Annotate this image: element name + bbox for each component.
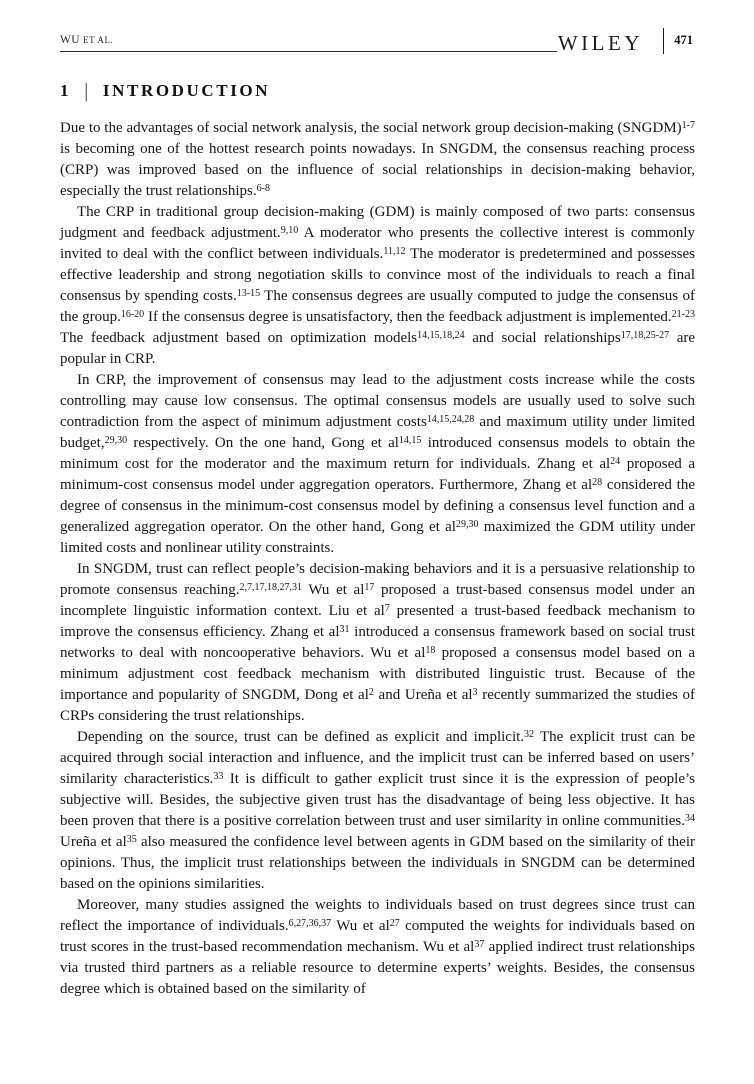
running-head-etal: ET AL. — [82, 35, 114, 45]
citation-ref: 17 — [364, 581, 375, 593]
citation-ref: 17,18,25-27 — [620, 329, 670, 341]
section-title: INTRODUCTION — [102, 81, 271, 100]
section-number: 1 — [60, 81, 70, 100]
section-heading-divider: | — [84, 79, 88, 102]
citation-ref: 35 — [126, 833, 137, 845]
citation-ref: 33 — [213, 770, 224, 782]
paragraph-6: Moreover, many studies assigned the weights to individuals based on trust degrees since trust can reflect the importance of individuals.$^{6,27,36,37}$ Wu et $al^{27}$ computed the weights for individuals based on trust scores in the trust-based recommendation mechanism. Wu et $al^{37}$ applied indirect trust relationships via trusted third partners as a reliable resource to determine experts’ weights. Besides, the consensus degree which is obtained based on the similarity of — [60, 897, 695, 997]
citation-ref: 37 — [474, 938, 485, 950]
citation-ref: 1-7 — [681, 119, 695, 131]
citation-ref: 3 — [472, 686, 478, 698]
citation-ref: 18 — [425, 644, 436, 656]
citation-ref: 7 — [384, 602, 390, 614]
section-heading — [60, 80, 695, 102]
citation-ref: 24 — [610, 455, 621, 467]
citation-ref: 14,15 — [398, 434, 422, 446]
citation-ref: 34 — [685, 812, 695, 824]
citation-ref: 2,7,17,18,27,31 — [239, 581, 302, 593]
citation-ref: 11,12 — [383, 245, 406, 257]
header-rule — [60, 51, 557, 52]
citation-ref: 32 — [524, 728, 535, 740]
citation-ref: 14,15,18,24 — [417, 329, 465, 341]
paragraph-3: In CRP, the improvement of consensus may lead to the adjustment costs increase while the costs controlling may cause low consensus. The optimal consensus models are usually used to solve such contradiction from the aspect of minimum adjustment costs$^{14,15,24,28}$ and maximum utility under limited budget,$^{29,30}$ respectively. On the one hand, Gong et al$^{14,15}$ introduced consensus models to obtain the minimum cost for the moderator and the maximum return for individuals. Zhang et $al^{24}$ proposed a minimum-cost consensus model under aggregation operators. Furthermore, Zhang et $al^{28}$ considered the degree of consensus in the minimum-cost consensus model by defining a consensus level function and a generalized aggregation operator. On the other hand, Gong et al$^{29,30}$ maximized the GDM utility under limited costs and nonlinear utility constraints. — [60, 372, 695, 556]
citation-ref: 16-20 — [120, 308, 145, 320]
paragraph-2: The CRP in traditional group decision-making (GDM) is mainly composed of two parts: consensus judgment and feedback adjustment.$^{9,10}$ A moderator who presents the collective interest is commonly invited to deal with the conflict between individuals.$^{11,12}$ The moderator is predetermined and possesses effective leadership and strong negotiation skills to convince most of the individuals to reach a final consensus by spending costs.$^{13-15}$ The consensus degrees are usually computed to judge the consensus of the group.$^{16-20}$ If the consensus degree is unsatisfactory, then the feedback adjustment is implemented.$^{21-23}$ The feedback adjustment based on optimization models$^{14,15,18,24}$ and social relationships$^{17,18,25-27}$ are popular in CRP. — [60, 204, 695, 367]
citation-ref: 27 — [389, 917, 400, 929]
citation-ref: 21-23 — [671, 308, 695, 320]
citation-ref: 29,30 — [455, 518, 479, 530]
citation-ref: 14,15,24,28 — [426, 413, 475, 425]
citation-ref: 31 — [339, 623, 350, 635]
citation-ref: 6,27,36,37 — [288, 917, 332, 929]
paragraph-5: Depending on the source, trust can be defined as explicit and implicit.$^{32}$ The explicit trust can be acquired through social interaction and influence, and the implicit trust can be inferred based on users’ similarity characteristics.$^{33}$ It is difficult to gather explicit trust since it is the expression of people’s subjective will. Besides, the subjective given trust has the disadvantage of being less objective. It has been proven that there is a positive correlation between trust and user similarity in online communities.$^{34}$ Ureña et $al^{35}$ also measured the confidence level between agents in GDM based on the similarity of their opinions. Thus, the implicit trust relationships between the individuals in SNGDM can be determined based on the opinions similarities. — [60, 728, 695, 892]
citation-ref: 13-15 — [236, 287, 261, 299]
page-number: 471 — [674, 33, 693, 47]
running-head — [60, 34, 113, 46]
page-header — [60, 26, 695, 66]
paragraph-1: Due to the advantages of social network analysis, the social network group decision-making (SNGDM)$^{1-7}$ is becoming one of the hottest research points nowadays. In SNGDM, the consensus reaching process (CRP) was improved based on the influence of social relationships in decision-making behavior, especially the trust relationships.$^{6-8}$ — [60, 119, 695, 199]
citation-ref: 6-8 — [256, 182, 270, 194]
article-body — [60, 118, 695, 1000]
citation-ref: 28 — [592, 476, 603, 488]
citation-ref: 9,10 — [280, 224, 299, 236]
folio — [663, 28, 693, 54]
citation-ref: 2 — [368, 686, 374, 698]
paragraph-4: In SNGDM, trust can reflect people’s decision-making behaviors and it is a persuasive relationship to promote consensus reaching.$^{2,7,17,18,27,31}$ Wu et $al^{17}$ proposed a trust-based consensus model under an incomplete linguistic information context. Liu et $al^7$ presented a trust-based feedback mechanism to improve the consensus efficiency. Zhang et $al^{31}$ introduced a consensus framework based on social trust networks to deal with noncooperative behaviors. Wu et $al^{18}$ proposed a consensus model based on a minimum adjustment cost feedback mechanism with distributed linguistic trust. Because of the importance and popularity of SNGDM, Dong et $al^2$ and Ureña et $al^3$ recently summarized the studies of CRPs considering the trust relationships. — [60, 561, 695, 724]
citation-ref: 29,30 — [104, 434, 128, 446]
wiley-logo: WILEY — [557, 31, 643, 55]
running-head-authors: WU — [60, 34, 80, 46]
